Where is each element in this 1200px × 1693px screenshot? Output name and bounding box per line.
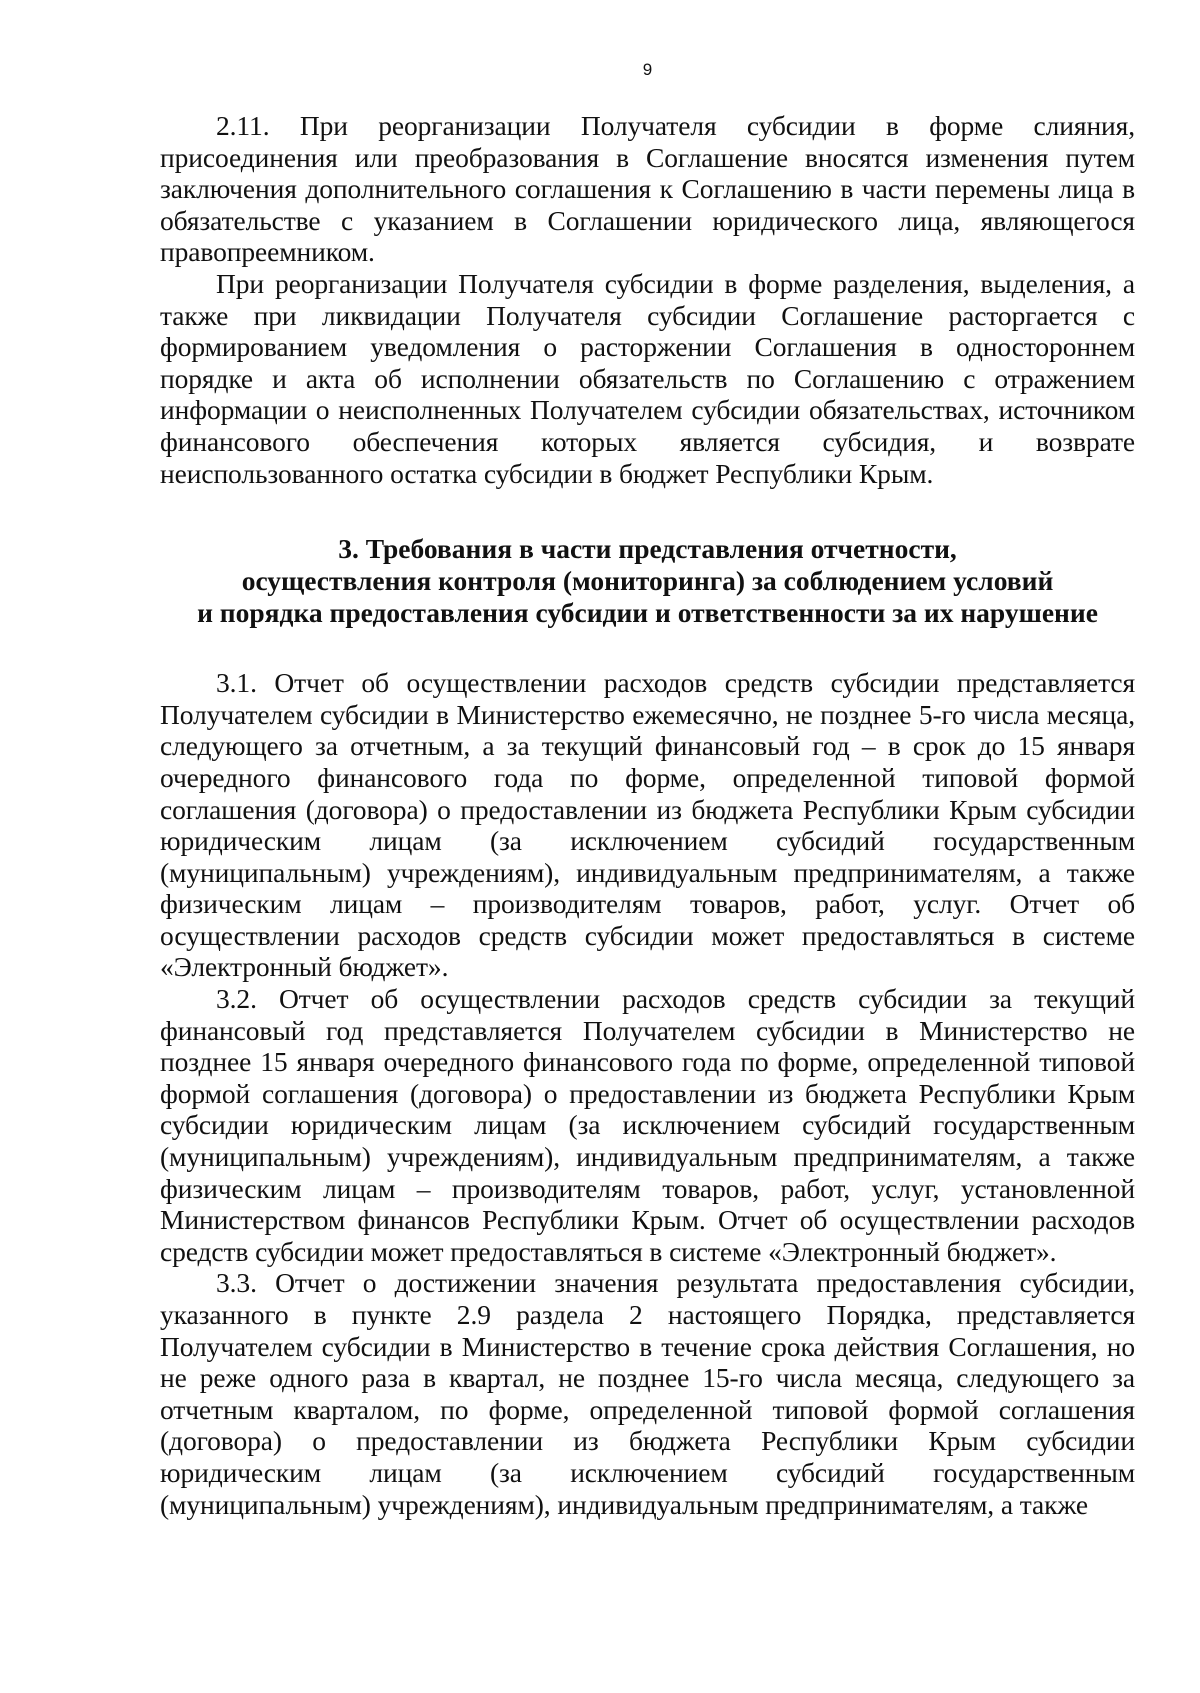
paragraph-3-3: 3.3. Отчет о достижении значения результата предоставления субсидии, указанного в пункте 2.9 раздела 2 настоящего Порядка, представляется Получателем субсидии в Министерство в течение срока действия Соглашения, но не реже одного раза в квартал, не позднее 15-го числа месяца, следующего за отчетным кварталом, по форме, определенной типовой формой соглашения (договора) о предоставлении из бюджета Республики Крым субсидии юридическим лицам (за исключением субсидий государственным (муниципальным) учреждениям), индивидуальным предпринимателям, а также xyxy=(160,1267,1135,1520)
paragraph-2-11: 2.11. При реорганизации Получателя субсидии в форме слияния, присоединения или преобразования в Соглашение вносятся изменения путем заключения дополнительного соглашения к Соглашению в части перемены лица в обязательстве с указанием в Соглашении юридического лица, являющегося правопреемником. xyxy=(160,110,1135,268)
paragraph-3-1: 3.1. Отчет об осуществлении расходов средств субсидии представляется Получателем субсидии в Министерство ежемесячно, не позднее 5-го числа месяца, следующего за отчетным, а за текущий финансовый год – в срок до 15 января очередного финансового года по форме, определенной типовой формой соглашения (договора) о предоставлении из бюджета Республики Крым субсидии юридическим лицам (за исключением субсидий государственным (муниципальным) учреждениям), индивидуальным предпринимателям, а также физическим лицам – производителям товаров, работ, услуг. Отчет об осуществлении расходов средств субсидии может предоставляться в системе «Электронный бюджет». xyxy=(160,667,1135,983)
section-3-heading-line-2: осуществления контроля (мониторинга) за соблюдением условий xyxy=(241,565,1054,597)
document-page xyxy=(160,60,1135,1520)
section-3-heading-line-3: и порядка предоставления субсидии и ответственности за их нарушение xyxy=(197,597,1098,629)
paragraph-reorganization-termination: При реорганизации Получателя субсидии в форме разделения, выделения, а также при ликвидации Получателя субсидии Соглашение расторгается с формированием уведомления о расторжении Соглашения в одностороннем порядке и акта об исполнении обязательств по Соглашению с отражением информации о неисполненных Получателем субсидии обязательствах, источником финансового обеспечения которых является субсидия, и возврате неиспользованного остатка субсидии в бюджет Республики Крым. xyxy=(160,267,1135,489)
section-3-heading-line-1: 3. Требования в части представления отчетности, xyxy=(338,533,957,565)
section-3-heading xyxy=(160,533,1135,629)
page-number: 9 xyxy=(642,60,653,79)
paragraph-3-2: 3.2. Отчет об осуществлении расходов средств субсидии за текущий финансовый год представляется Получателем субсидии в Министерство не позднее 15 января очередного финансового года по форме, определенной типовой формой соглашения (договора) о предоставлении из бюджета Республики Крым субсидии юридическим лицам (за исключением субсидий государственным (муниципальным) учреждениям), индивидуальным предпринимателям, а также физическим лицам – производителям товаров, работ, услуг, установленной Министерством финансов Республики Крым. Отчет об осуществлении расходов средств субсидии может предоставляться в системе «Электронный бюджет». xyxy=(160,983,1135,1267)
